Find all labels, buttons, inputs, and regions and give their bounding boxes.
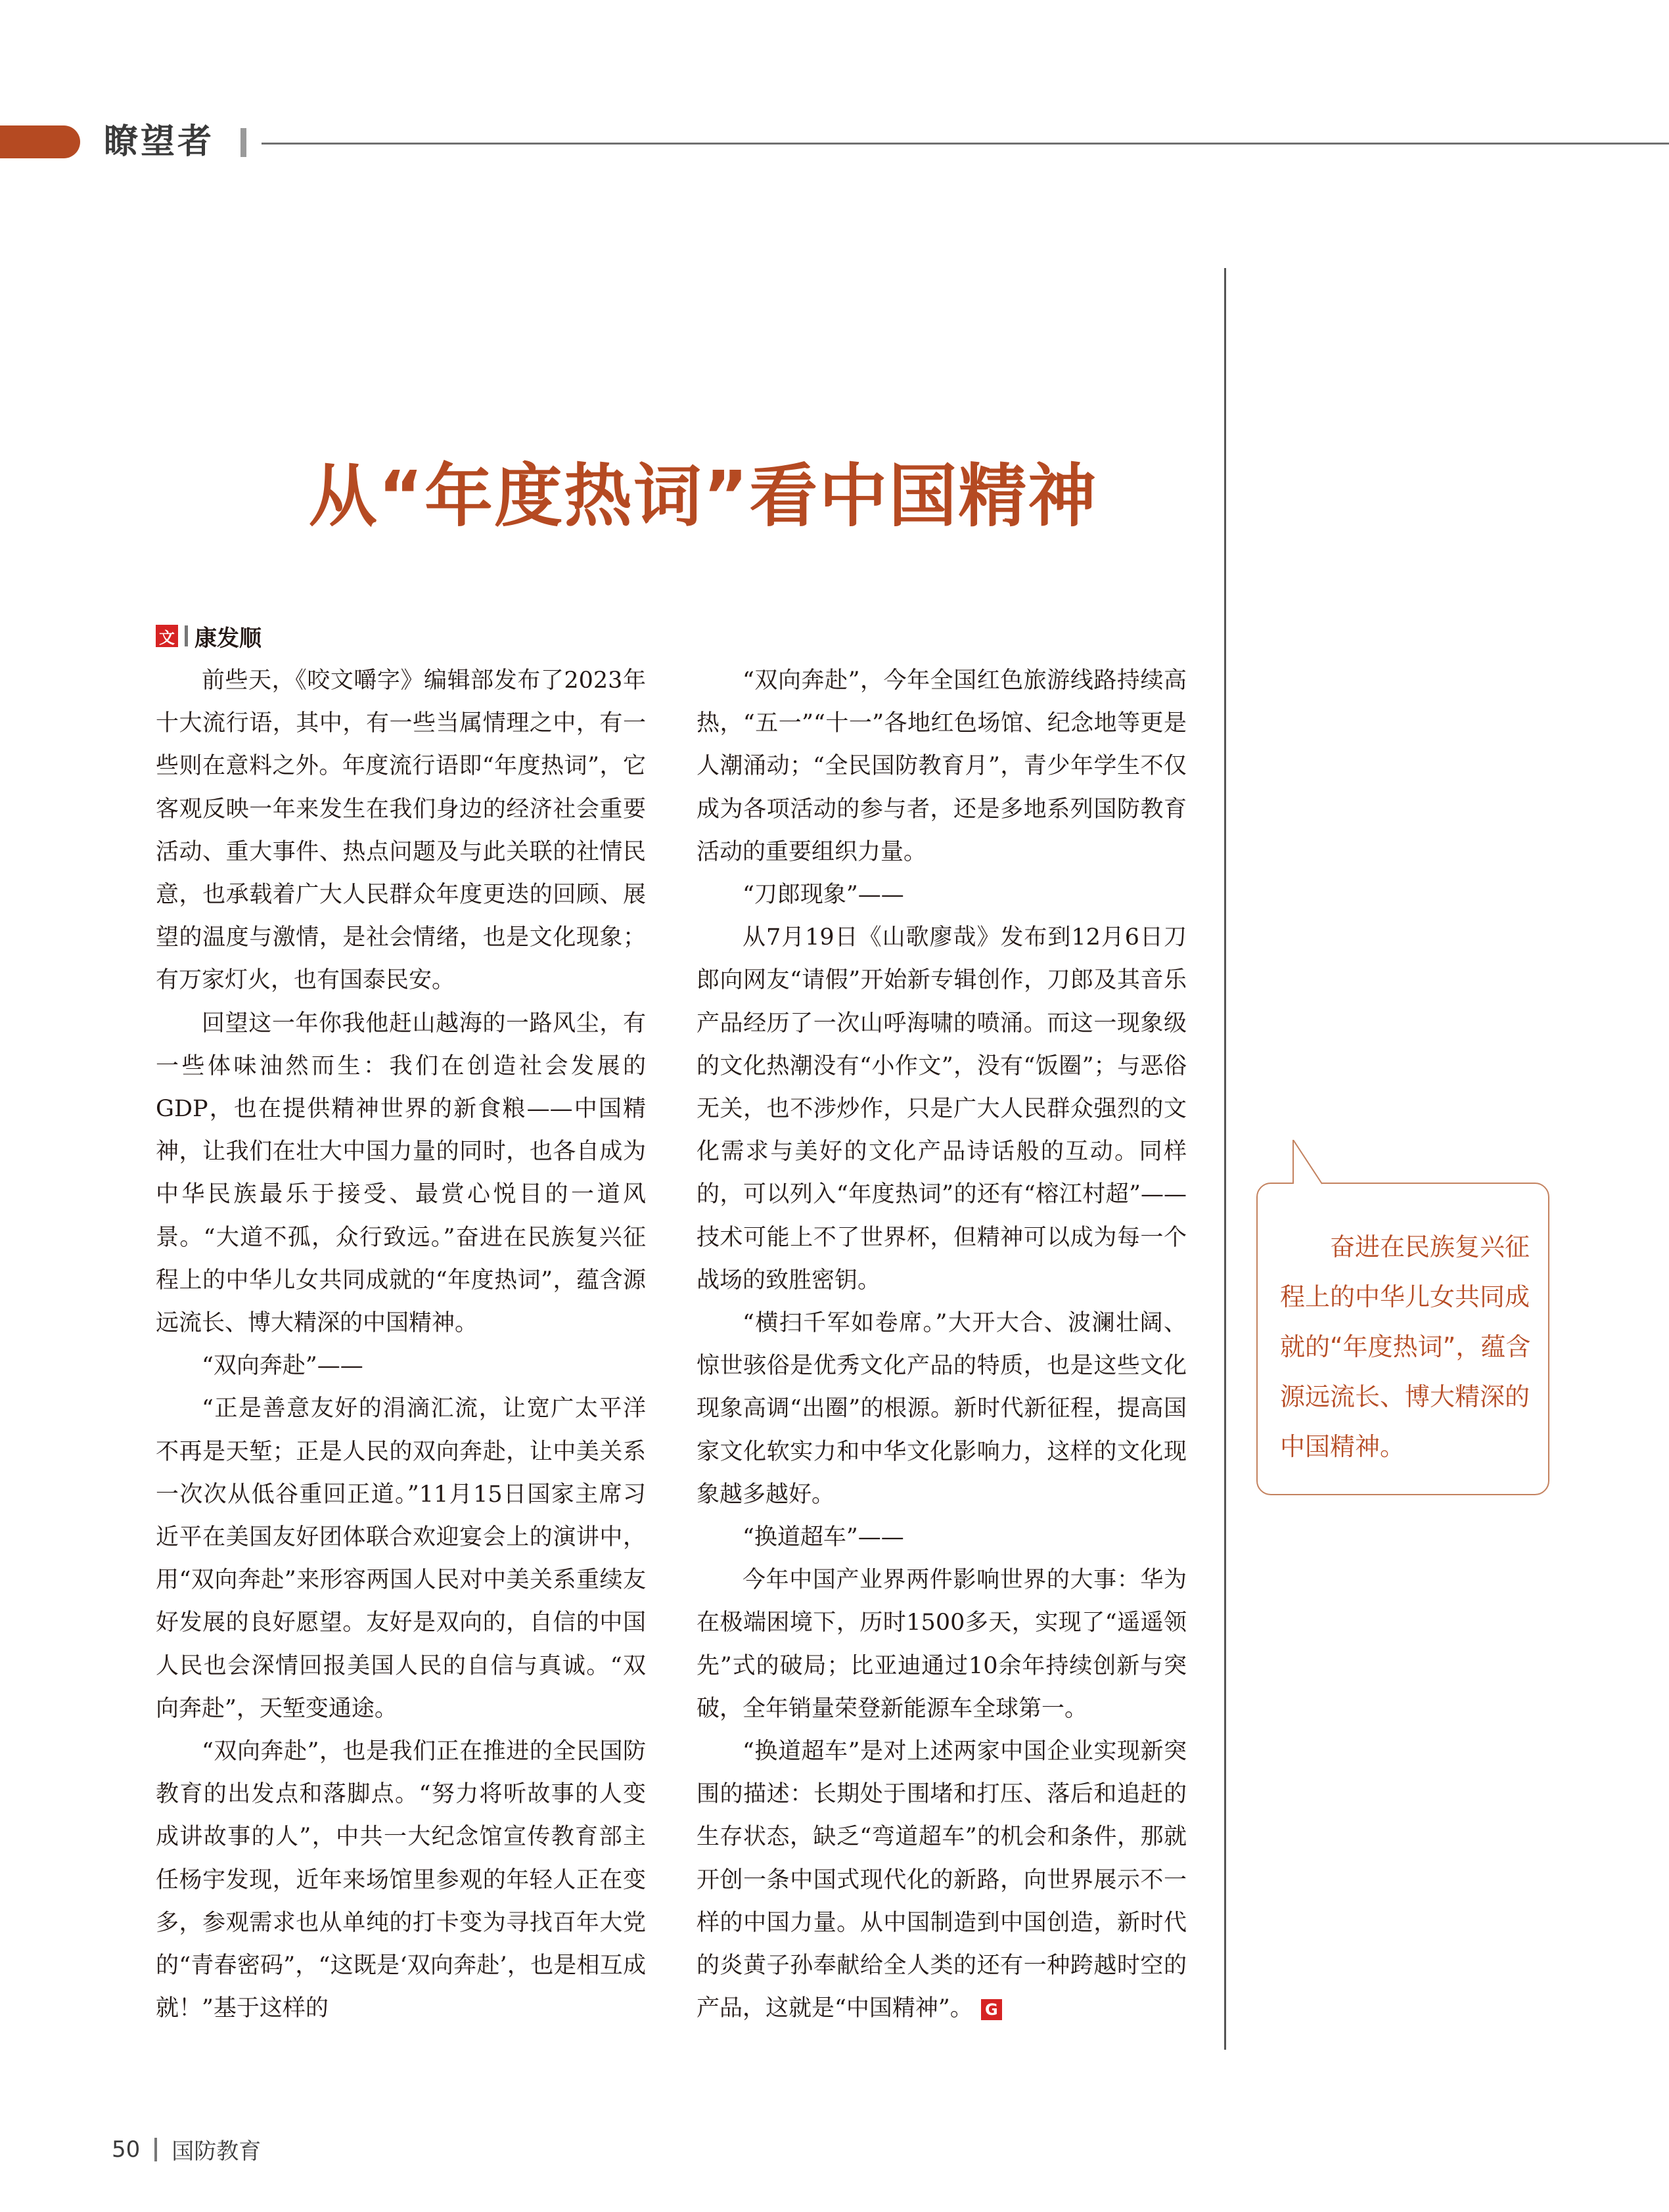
final-paragraph-text: “换道超车”是对上述两家中国企业实现新突围的描述：长期处于围堵和打压、落后和追赶的生存状态，缺乏“弯道超车”的机会和条件，那就开创一条中国式现代化的新路，向世界展示不一样的中国力量。从中国制造到中国创造，新时代的炎黄子孙奉献给全人类的还有一种跨越时空的产品，这就是“中国精神”。: [697, 1738, 1187, 2022]
paragraph: 从7月19日《山歌廖哉》发布到12月6日刀郎向网友“请假”开始新专辑创作，刀郎及其音乐产品经历了一次山呼海啸的喷涌。而这一现象级的文化热潮没有“小作文”，没有“饭圈”；与恶俗无关，也不涉炒作，只是广大人民群众强烈的文化需求与美好的文化产品诗话般的互动。同样的，可以列入“年度热词”的还有“榕江村超”——技术可能上不了世界杯，但精神可以成为每一个战场的致胜密钥。: [697, 924, 1187, 1294]
end-mark-icon: G: [981, 1999, 1002, 2020]
subheading: “刀郎现象”——: [743, 882, 904, 909]
subheading: “换道超车”——: [743, 1524, 904, 1551]
paragraph: “双向奔赴”，今年全国红色旅游线路持续高热，“五一”“十一”各地红色场馆、纪念地等更是人潮涌动；“全民国防教育月”，青少年学生不仅成为各项活动的参与者，还是多地系列国防教育活动的重要组织力量。: [697, 667, 1187, 865]
header-rule: [262, 143, 1669, 145]
section-title: 瞭望者: [104, 122, 215, 162]
quote-bubble-tail-icon: [1288, 1140, 1327, 1186]
byline-separator: [185, 625, 188, 646]
header-separator-bar: [240, 128, 246, 157]
article-title: 从“年度热词”看中国精神: [308, 455, 1098, 536]
magazine-name: 国防教育: [171, 2138, 262, 2165]
header-accent-pill: [0, 125, 80, 158]
page-number: 50: [112, 2136, 141, 2163]
author-icon: 文: [156, 625, 178, 647]
author-name: 康发顺: [194, 625, 262, 652]
paragraph: 今年中国产业界两件影响世界的大事：华为在极端困境下，历时1500多天，实现了“遥遥领先”式的破局；比亚迪通过10余年持续创新与突破，全年销量荣登新能源车全球第一。: [697, 1567, 1187, 1722]
pull-quote-text: 奋进在民族复兴征程上的中华儿女共同成就的“年度热词”，蕴含源远流长、博大精深的中国精神。: [1280, 1232, 1531, 1461]
article-column-left: [156, 660, 646, 2031]
paragraph-final: [697, 1730, 1187, 2030]
footer-separator: [154, 2138, 157, 2161]
paragraph: “横扫千军如卷席。”大开大合、波澜壮阔、惊世骇俗是优秀文化产品的特质，也是这些文化现象高调“出圈”的根源。新时代新征程，提高国家文化软实力和中华文化影响力，这样的文化现象越多越好。: [697, 1310, 1187, 1508]
subheading: “双向奔赴”——: [202, 1353, 363, 1380]
page-footer: [112, 2133, 261, 2165]
paragraph: 回望这一年你我他赶山越海的一路风尘，有一些体味油然而生：我们在创造社会发展的GDP，也在提供精神世界的新食粮——中国精神，让我们在壮大中国力量的同时，也各自成为中华民族最乐于接受、最赏心悦目的一道风景。“大道不孤，众行致远。”奋进在民族复兴征程上的中华儿女共同成就的“年度热词”，蕴含源远流长、博大精深的中国精神。: [156, 1010, 646, 1337]
paragraph: “双向奔赴”，也是我们正在推进的全民国防教育的出发点和落脚点。“努力将听故事的人变成讲故事的人”，中共一大纪念馆宣传教育部主任杨宇发现，近年来场馆里参观的年轻人正在变多，参观需求也从单纯的打卡变为寻找百年大党的“青春密码”，“这既是‘双向奔赴’，也是相互成就！”基于这样的: [156, 1738, 646, 2022]
paragraph: “正是善意友好的涓滴汇流，让宽广太平洋不再是天堑；正是人民的双向奔赴，让中美关系一次次从低谷重回正道。”11月15日国家主席习近平在美国友好团体联合欢迎宴会上的演讲中，用“双向奔赴”来形容两国人民对中美关系重续友好发展的良好愿望。友好是双向的，自信的中国人民也会深情回报美国人民的自信与真诚。“双向奔赴”，天堑变通途。: [156, 1395, 646, 1722]
byline: [156, 621, 262, 650]
article-column-right: [697, 660, 1187, 2031]
paragraph: 前些天，《咬文嚼字》编辑部发布了2023年十大流行语，其中，有一些当属情理之中，有一些则在意料之外。年度流行语即“年度热词”，它客观反映一年来发生在我们身边的经济社会重要活动、重大事件、热点问题及与此关联的社情民意，也承载着广大人民群众年度更迭的回顾、展望的温度与激情，是社会情绪，也是文化现象；有万家灯火，也有国泰民安。: [156, 667, 646, 994]
